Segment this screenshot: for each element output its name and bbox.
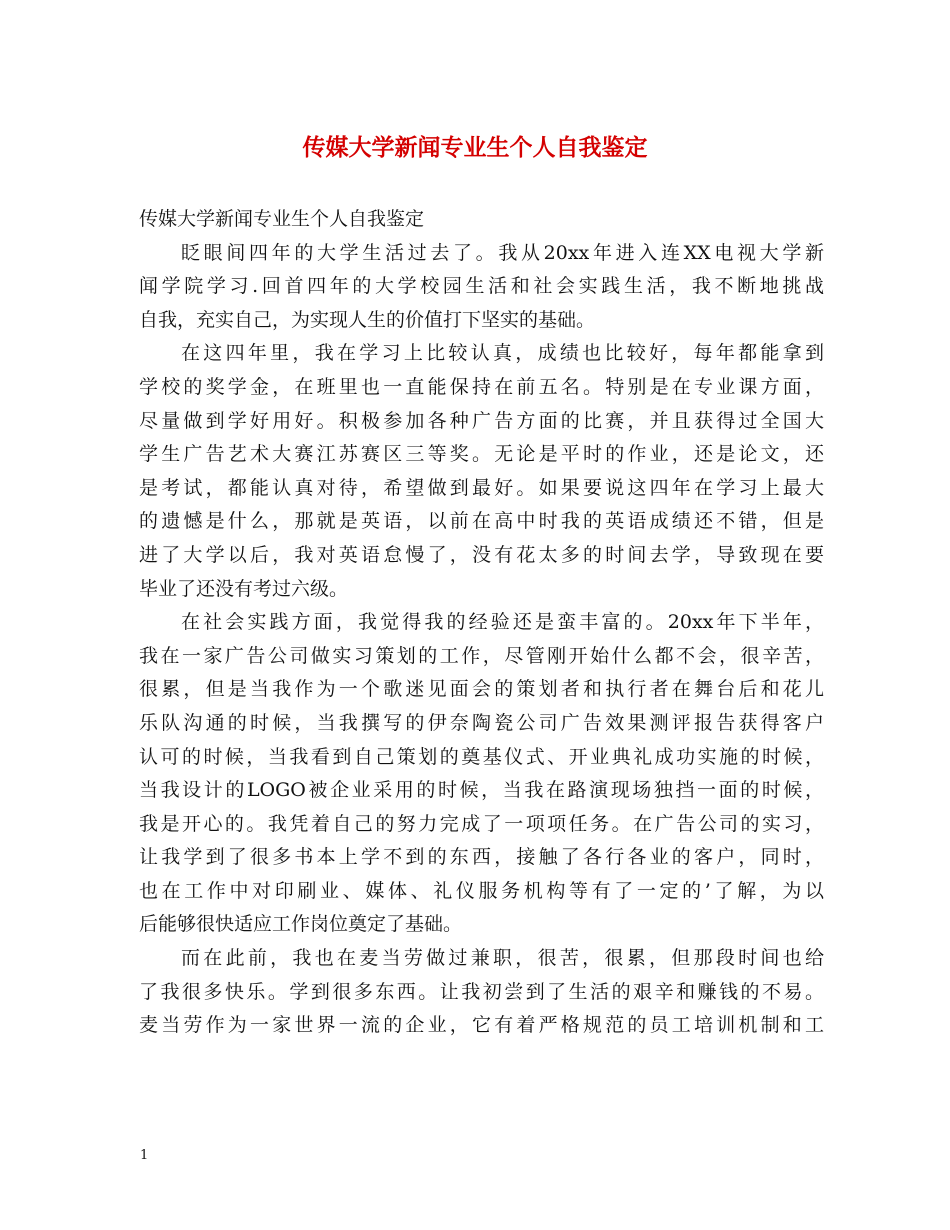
paragraph-line: 自我，充实自己，为实现人生的价值打下坚实的基础。 [139, 308, 596, 331]
paragraph-line: 很累，但是当我作为一个歌迷见面会的策划者和执行者在舞台后和花儿 [139, 678, 824, 701]
paragraph-line: 在这四年里，我在学习上比较认真，成绩也比较好，每年都能拿到 [181, 342, 824, 365]
paragraph-line: 当我设计的LOGO被企业采用的时候，当我在路演现场独挡一面的时候， [139, 779, 824, 802]
paragraph-line: 后能够很快适应工作岗位奠定了基础。 [139, 913, 463, 936]
document-body [139, 203, 824, 1043]
paragraph-line: 学生广告艺术大赛江苏赛区三等奖。无论是平时的作业，还是论文，还 [139, 443, 824, 466]
paragraph-line: 认可的时候，当我看到自己策划的奠基仪式、开业典礼成功实施的时候， [139, 745, 824, 768]
paragraph-line: 毕业了还没有考过六级。 [139, 577, 349, 600]
paragraph-line: 我是开心的。我凭着自己的努力完成了一项项任务。在广告公司的实习， [139, 812, 824, 835]
paragraph-line: 麦当劳作为一家世界一流的企业，它有着严格规范的员工培训机制和工 [139, 1014, 824, 1037]
paragraph-line: 也在工作中对印刷业、媒体、礼仪服务机构等有了一定的’了解，为以 [139, 879, 824, 902]
document-title: 传媒大学新闻专业生个人自我鉴定 [302, 134, 648, 161]
paragraph-line: 尽量做到学好用好。积极参加各种广告方面的比赛，并且获得过全国大 [139, 409, 824, 432]
paragraph-line: 让我学到了很多书本上学不到的东西，接触了各行各业的客户，同时， [139, 846, 824, 869]
subtitle-line: 传媒大学新闻专业生个人自我鉴定 [139, 208, 425, 230]
paragraph-line: 学校的奖学金，在班里也一直能保持在前五名。特别是在专业课方面， [139, 375, 824, 398]
paragraph-line: 进了大学以后，我对英语怠慢了，没有花太多的时间去学，导致现在要 [139, 543, 824, 566]
paragraph-line: 在社会实践方面，我觉得我的经验还是蛮丰富的。20xx年下半年， [181, 611, 824, 634]
paragraph-line: 我在一家广告公司做实习策划的工作，尽管刚开始什么都不会，很辛苦， [139, 644, 824, 667]
paragraph-line: 眨眼间四年的大学生活过去了。我从20xx年进入连XX电视大学新 [181, 241, 824, 264]
paragraph-line: 了我很多快乐。学到很多东西。让我初尝到了生活的艰辛和赚钱的不易。 [139, 980, 824, 1003]
paragraph-line: 是考试，都能认真对待，希望做到最好。如果要说这四年在学习上最大 [139, 476, 824, 499]
paragraph-line: 闻学院学习.回首四年的大学校园生活和社会实践生活，我不断地挑战 [139, 275, 824, 298]
paragraph-line: 的遗憾是什么，那就是英语，以前在高中时我的英语成绩还不错，但是 [139, 510, 824, 533]
paragraph-line: 乐队沟通的时候，当我撰写的伊奈陶瓷公司广告效果测评报告获得客户 [139, 711, 824, 734]
page-number: 1 [140, 1148, 149, 1163]
paragraph-line: 而在此前，我也在麦当劳做过兼职，很苦，很累，但那段时间也给 [181, 947, 824, 970]
